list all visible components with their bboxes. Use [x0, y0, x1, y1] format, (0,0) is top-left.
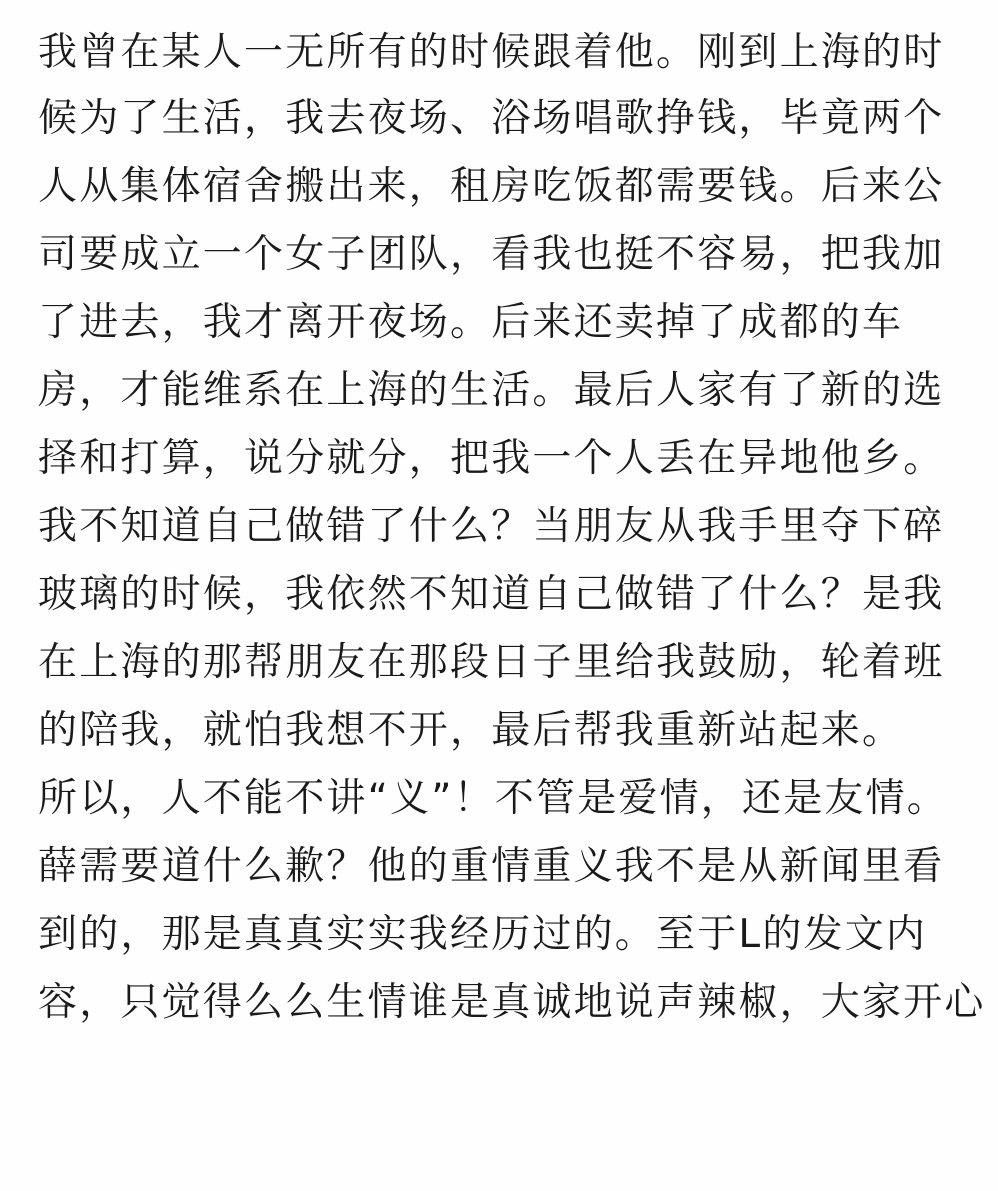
text-line-3: 人从集体宿舍搬出来，租房吃饭都需要钱。后来公: [38, 164, 945, 209]
text-line-8: 我不知道自己做错了什么？当朋友从我手里夺下碎: [38, 504, 945, 549]
text-line-5: 了进去，我才离开夜场。后来还卖掉了成都的车: [38, 300, 904, 345]
text-line-7: 择和打算，说分就分，把我一个人丢在异地他乡。: [38, 436, 945, 481]
text-line-10: 在上海的那帮朋友在那段日子里给我鼓励，轮着班: [38, 640, 945, 685]
text-line-13: 薛需要道什么歉？他的重情重义我不是从新闻里看: [38, 844, 945, 889]
body-text: [38, 0, 986, 1025]
text-line-2: 候为了生活，我去夜场、浴场唱歌挣钱，毕竟两个: [38, 96, 945, 141]
text-line-4: 司要成立一个女子团队，看我也挺不容易，把我加: [38, 232, 945, 277]
text-line-9: 玻璃的时候，我依然不知道自己做错了什么？是我: [38, 572, 945, 617]
text-line-14: 到的，那是真真实实我经历过的。至于L的发文内: [38, 912, 928, 957]
text-line-15-cut: 容，只觉得么么生情谁是真诚地说声辣椒，大家开心: [38, 980, 986, 1025]
text-line-6: 房，才能维系在上海的生活。最后人家有了新的选: [38, 368, 945, 413]
text-line-1: 我曾在某人一无所有的时候跟着他。刚到上海的时: [38, 30, 945, 75]
text-line-11: 的陪我，就怕我想不开，最后帮我重新站起来。: [38, 708, 904, 753]
text-line-12: 所以，人不能不讲“义”！不管是爱情，还是友情。: [38, 776, 949, 821]
